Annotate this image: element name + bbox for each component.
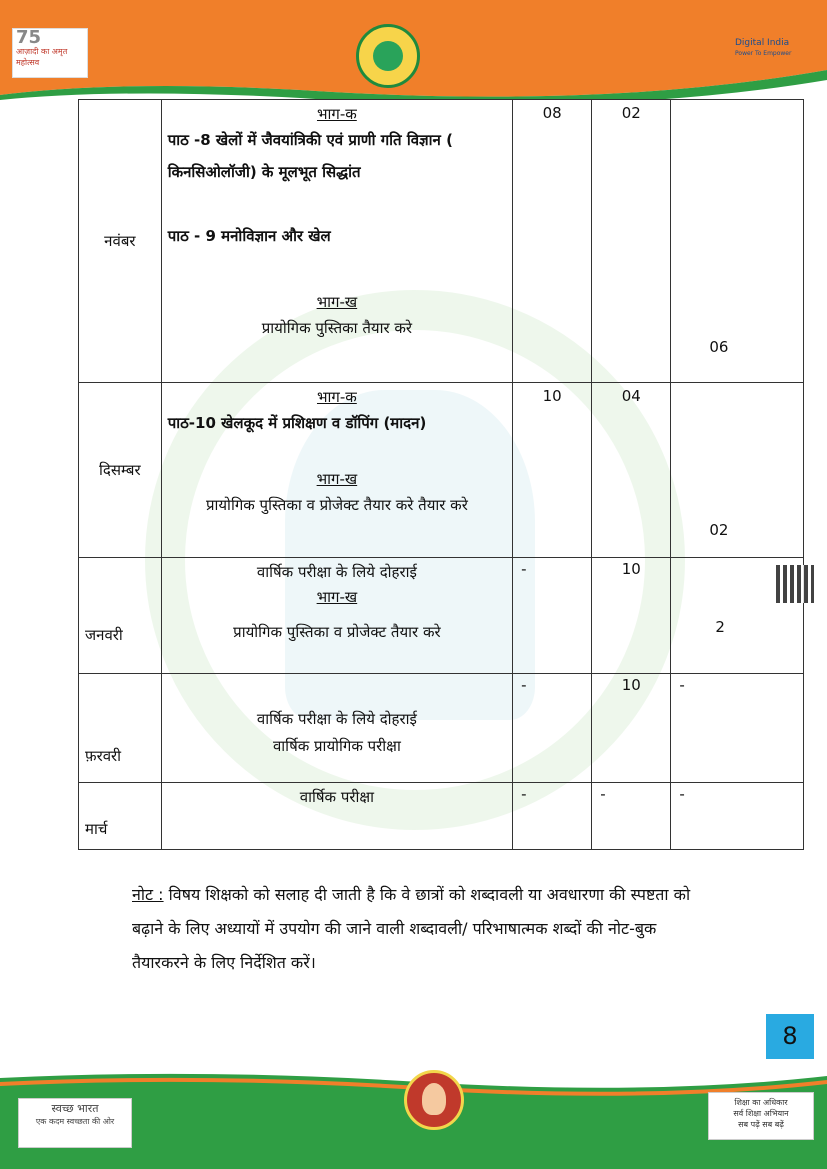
azadi-ka-amrit-mahotsav-logo: 75 आज़ादी का अमृत महोत्सव	[12, 28, 88, 78]
annual-exam-text: वार्षिक परीक्षा	[299, 788, 375, 806]
marks-cell: 2	[671, 558, 804, 674]
practical-exam-text: वार्षिक प्रायोगिक परीक्षा	[272, 737, 401, 755]
part-b-heading: भाग-ख	[316, 470, 358, 488]
note-label: नोट :	[132, 885, 164, 904]
note-text: बढ़ाने के लिए अध्यायों में उपयोग की जाने वाली शब्दावली/ परिभाषात्मक शब्दों की नोट-बुक	[132, 919, 657, 938]
practical-text: प्रायोगिक पुस्तिका व प्रोजेक्ट तैयार करे तैयार करे	[205, 496, 468, 514]
beti-bachao-logo	[404, 1070, 464, 1130]
marks-cell: 08	[513, 100, 592, 383]
marks-cell: 10	[513, 383, 592, 558]
part-b-heading: भाग-ख	[316, 588, 358, 606]
qr-code	[776, 565, 814, 603]
marks-cell: -	[592, 783, 671, 850]
marks-cell: -	[671, 783, 804, 850]
marks-cell: -	[513, 674, 592, 783]
syllabus-table	[78, 99, 804, 850]
marks-cell: -	[513, 783, 592, 850]
swachh-bharat-logo: स्वच्छ भारत एक कदम स्वच्छता की ओर	[18, 1098, 132, 1148]
part-b-heading: भाग-ख	[316, 293, 358, 311]
marks-cell: -	[671, 674, 804, 783]
lesson-text: किनसिओलॉजी) के मूलभूत सिद्धांत	[167, 163, 361, 181]
marks-cell: 04	[592, 383, 671, 558]
revision-text: वार्षिक परीक्षा के लिये दोहराई	[256, 710, 417, 728]
part-a-heading: भाग-क	[316, 105, 357, 123]
content-cell	[161, 558, 512, 674]
page-number: 8	[766, 1014, 814, 1059]
practical-text: प्रायोगिक पुस्तिका तैयार करे	[261, 319, 413, 337]
month-cell: नवंबर	[79, 100, 162, 383]
month-cell: फ़रवरी	[79, 674, 162, 783]
month-cell: मार्च	[79, 783, 162, 850]
month-cell: जनवरी	[79, 558, 162, 674]
content-cell	[161, 783, 512, 850]
table-row	[79, 783, 804, 850]
lesson-text: पाठ-10 खेलकूद में प्रशिक्षण व डॉपिंग (मादन)	[167, 414, 427, 432]
table-row	[79, 558, 804, 674]
shiksha-ka-adhikar-logo: शिक्षा का अधिकार सर्व शिक्षा अभियान सब पढ़ें सब बढ़ें	[708, 1092, 814, 1140]
table-row	[79, 383, 804, 558]
content-cell	[161, 100, 512, 383]
marks-cell: 06	[671, 100, 804, 383]
marks-cell: -	[513, 558, 592, 674]
table-row	[79, 100, 804, 383]
month-cell: दिसम्बर	[79, 383, 162, 558]
content-cell	[161, 383, 512, 558]
note-text: विषय शिक्षको को सलाह दी जाती है कि वे छात्रों को शब्दावली या अवधारणा की स्पष्टता को	[163, 885, 691, 904]
table-row	[79, 674, 804, 783]
board-emblem-logo	[356, 24, 420, 88]
practical-text: प्रायोगिक पुस्तिका व प्रोजेक्ट तैयार करे	[233, 623, 441, 641]
marks-cell: 02	[671, 383, 804, 558]
marks-cell: 10	[592, 558, 671, 674]
teacher-note	[132, 878, 772, 980]
content-cell	[161, 674, 512, 783]
digital-india-logo: Digital India Power To Empower	[735, 38, 792, 57]
part-a-heading: भाग-क	[316, 388, 357, 406]
note-text: तैयारकरने के लिए निर्देशित करें।	[132, 953, 316, 972]
revision-text: वार्षिक परीक्षा के लिये दोहराई	[256, 563, 417, 581]
lesson-text: पाठ - 9 मनोविज्ञान और खेल	[167, 227, 331, 245]
marks-cell: 10	[592, 674, 671, 783]
marks-cell: 02	[592, 100, 671, 383]
lesson-text: पाठ -8 खेलों में जैवयांत्रिकी एवं प्राणी गति विज्ञान (	[167, 131, 453, 149]
